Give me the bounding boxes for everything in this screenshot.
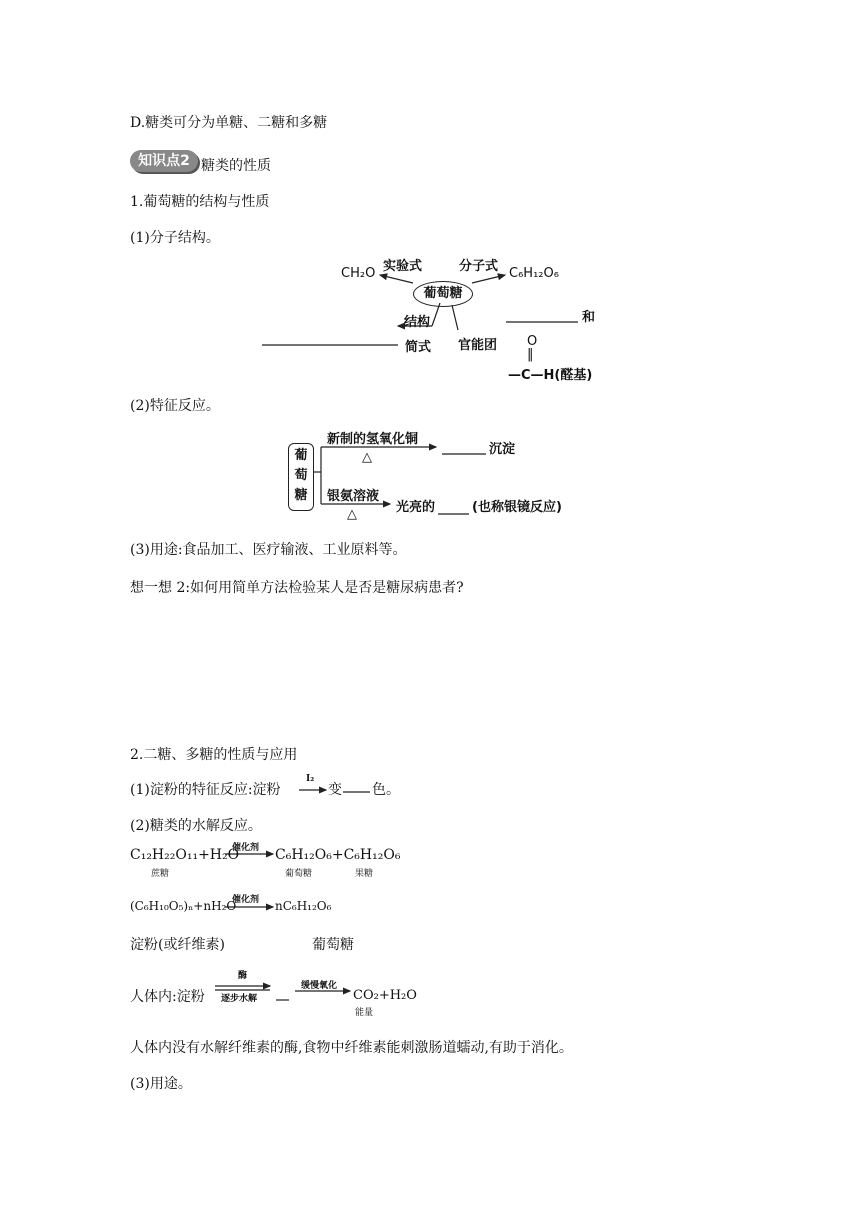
enzyme-label: 酶 <box>238 971 248 981</box>
silver-mirror-note: (也称银镜反应) <box>472 500 562 515</box>
cellulose-note: 人体内没有水解纤维素的酶,食物中纤维素能刺激肠道蠕动,有助于消化。 <box>130 1040 573 1056</box>
starch-reaction-suffix: 色。 <box>372 782 400 798</box>
eq1-left: C₁₂H₂₂O₁₁+H₂O <box>130 847 240 863</box>
subheading-characteristic-reaction: (2)特征反应。 <box>130 398 220 414</box>
eq1-fructose: 果糖 <box>355 869 374 879</box>
subheading-structure: (1)分子结构。 <box>130 230 220 246</box>
eq1-sucrose: 蔗糖 <box>151 869 170 879</box>
glucose-uses: (3)用途:食品加工、医疗输液、工业原料等。 <box>130 542 407 558</box>
shiny-text: 光亮的 <box>396 500 436 515</box>
aldehyde-group: —C—H(醛基) <box>508 368 593 383</box>
section-title: 糖类的性质 <box>201 158 271 174</box>
experimental-formula-label: 实验式 <box>383 259 423 274</box>
stepwise-hydrolysis-label: 逐步水解 <box>221 994 258 1004</box>
structure-label: 结构 <box>404 315 431 330</box>
molecular-formula-label: 分子式 <box>459 259 499 274</box>
glucose-vertical-box: 葡 萄 糖 <box>288 443 314 511</box>
body-process-prefix: 人体内:淀粉 <box>130 989 205 1005</box>
experimental-formula-value: CH₂O <box>341 266 376 281</box>
think-question-2: 想一想 2:如何用简单方法检验某人是否是糖尿病患者? <box>130 580 464 596</box>
energy-label: 能量 <box>355 1008 374 1018</box>
reagent-silver-ammonia: 银氨溶液 <box>327 489 380 504</box>
eq2-glucose-label: 葡萄糖 <box>312 937 354 953</box>
starch-reaction-prefix: (1)淀粉的特征反应:淀粉 <box>130 782 281 798</box>
aldehyde-double-bond: ‖ <box>527 347 534 362</box>
eq2-right: nC₆H₁₂O₆ <box>275 899 332 913</box>
precipitate-text: 沉淀 <box>489 442 516 457</box>
reagent-copper-hydroxide: 新制的氢氧化铜 <box>327 432 419 447</box>
molecular-formula-value: C₆H₁₂O₆ <box>509 266 559 281</box>
heading-disaccharide: 2.二糖、多糖的性质与应用 <box>130 747 298 763</box>
eq1-glucose: 葡萄糖 <box>285 869 313 879</box>
heading-glucose: 1.葡萄糖的结构与性质 <box>130 194 270 210</box>
heat-symbol: △ <box>347 507 357 522</box>
functional-group-label: 官能团 <box>458 338 498 353</box>
starch-reaction-mid: 变 <box>328 782 342 798</box>
aldehyde-o: O <box>527 334 538 349</box>
knowledge-point-badge: 知识点2 <box>130 150 198 172</box>
eq1-right: C₆H₁₂O₆+C₆H₁₂O₆ <box>275 847 401 863</box>
eq2-catalyst: 催化剂 <box>232 895 260 905</box>
eq2-left: (C₆H₁₀O₅)ₙ+nH₂O <box>130 899 237 913</box>
subheading-uses: (3)用途。 <box>130 1076 192 1092</box>
simple-formula-label: 简式 <box>405 340 432 355</box>
and-text: 和 <box>582 310 596 325</box>
option-d: D.糖类可分为单糖、二糖和多糖 <box>130 115 328 131</box>
slow-oxidation-label: 缓慢氧化 <box>301 981 338 991</box>
eq1-catalyst: 催化剂 <box>232 843 260 853</box>
glucose-oval: 葡萄糖 <box>413 281 473 307</box>
body-product: CO₂+H₂O <box>353 988 417 1003</box>
heat-symbol: △ <box>362 450 372 465</box>
eq2-starch-label: 淀粉(或纤维素) <box>130 937 225 953</box>
iodine-reagent: I₂ <box>306 774 315 784</box>
subheading-hydrolysis: (2)糖类的水解反应。 <box>130 818 262 834</box>
